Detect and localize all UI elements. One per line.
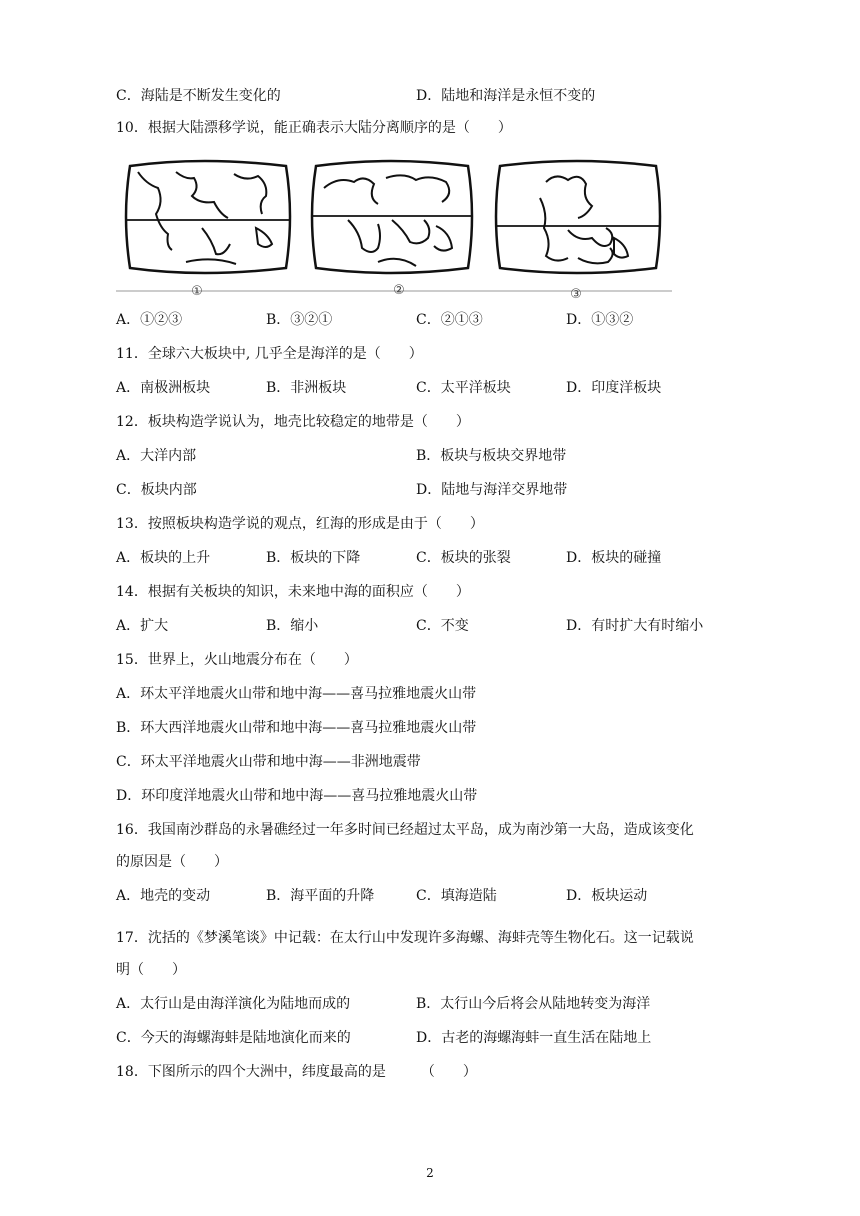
q11-option-d: D．印度洋板块 xyxy=(566,380,662,396)
map-1 xyxy=(126,161,290,273)
q16-option-b: B．海平面的升降 xyxy=(266,888,375,904)
q17-option-d: D．古老的海螺海蚌一直生活在陆地上 xyxy=(416,1030,652,1046)
continental-drift-maps xyxy=(116,158,672,300)
q11-option-c: C．太平洋板块 xyxy=(416,380,511,396)
q14-stem: 14．根据有关板块的知识，未来地中海的面积应（ ） xyxy=(116,584,470,600)
q15-stem: 15．世界上，火山地震分布在（ ） xyxy=(116,652,358,668)
q17-option-c: C．今天的海螺海蚌是陆地演化而来的 xyxy=(116,1030,351,1046)
q15-option-a: A．环太平洋地震火山带和地中海——喜马拉雅地震火山带 xyxy=(116,686,477,702)
q12-option-d: D．陆地与海洋交界地带 xyxy=(416,482,568,498)
q9-option-d: D．陆地和海洋是永恒不变的 xyxy=(416,88,596,104)
q18-stem: 18．下图所示的四个大洲中，纬度最高的是 （ ） xyxy=(116,1064,477,1080)
q13-stem: 13．按照板块构造学说的观点，红海的形成是由于（ ） xyxy=(116,516,484,532)
q12-option-a: A．大洋内部 xyxy=(116,448,197,464)
q13-option-b: B．板块的下降 xyxy=(266,550,361,566)
q13-option-d: D．板块的碰撞 xyxy=(566,550,662,566)
q12-stem: 12．板块构造学说认为，地壳比较稳定的地带是（ ） xyxy=(116,414,470,430)
q17-option-b: B．太行山今后将会从陆地转变为海洋 xyxy=(416,996,651,1012)
q9-option-c: C．海陆是不断发生变化的 xyxy=(116,88,281,104)
q16-stem-line1: 16．我国南沙群岛的永暑礁经过一年多时间已经超过太平岛，成为南沙第一大岛，造成该变化 xyxy=(116,822,694,838)
q11-stem: 11．全球六大板块中, 几乎全是海洋的是（ ） xyxy=(116,346,423,362)
q15-option-c: C．环太平洋地震火山带和地中海——非洲地震带 xyxy=(116,754,421,770)
q17-option-a: A．太行山是由海洋演化为陆地而成的 xyxy=(116,996,351,1012)
q12-option-b: B．板块与板块交界地带 xyxy=(416,448,567,464)
page-number: 2 xyxy=(426,1166,434,1180)
map-3-label: ③ xyxy=(570,287,582,300)
q11-option-a: A．南极洲板块 xyxy=(116,380,211,396)
q11-option-b: B．非洲板块 xyxy=(266,380,347,396)
map-1-label: ① xyxy=(191,284,203,299)
q10-option-b: B．③②① xyxy=(266,312,333,328)
q14-option-b: B．缩小 xyxy=(266,618,319,634)
q15-option-b: B．环大西洋地震火山带和地中海——喜马拉雅地震火山带 xyxy=(116,720,477,736)
q13-option-c: C．板块的张裂 xyxy=(416,550,511,566)
map-2-label: ② xyxy=(393,283,405,298)
q16-option-d: D．板块运动 xyxy=(566,888,648,904)
q12-option-c: C．板块内部 xyxy=(116,482,197,498)
q16-stem-line2: 的原因是（ ） xyxy=(116,854,228,870)
q10-stem: 10．根据大陆漂移学说，能正确表示大陆分离顺序的是（ ） xyxy=(116,120,512,136)
q14-option-d: D．有时扩大有时缩小 xyxy=(566,618,704,634)
q16-option-a: A．地壳的变动 xyxy=(116,888,211,904)
q17-stem-line2: 明（ ） xyxy=(116,962,186,978)
q13-option-a: A．板块的上升 xyxy=(116,550,211,566)
q17-stem-line1: 17．沈括的《梦溪笔谈》中记载：在太行山中发现许多海螺、海蚌壳等生物化石。这一记载说 xyxy=(116,930,694,946)
q10-option-a: A．①②③ xyxy=(116,312,183,328)
q16-option-c: C．填海造陆 xyxy=(416,888,497,904)
map-3 xyxy=(496,161,660,273)
q14-option-c: C．不变 xyxy=(416,618,469,634)
q15-option-d: D．环印度洋地震火山带和地中海——喜马拉雅地震火山带 xyxy=(116,788,478,804)
q14-option-a: A．扩大 xyxy=(116,618,169,634)
map-2 xyxy=(312,161,472,273)
q10-option-d: D．①③② xyxy=(566,312,634,328)
q10-option-c: C．②①③ xyxy=(416,312,483,328)
